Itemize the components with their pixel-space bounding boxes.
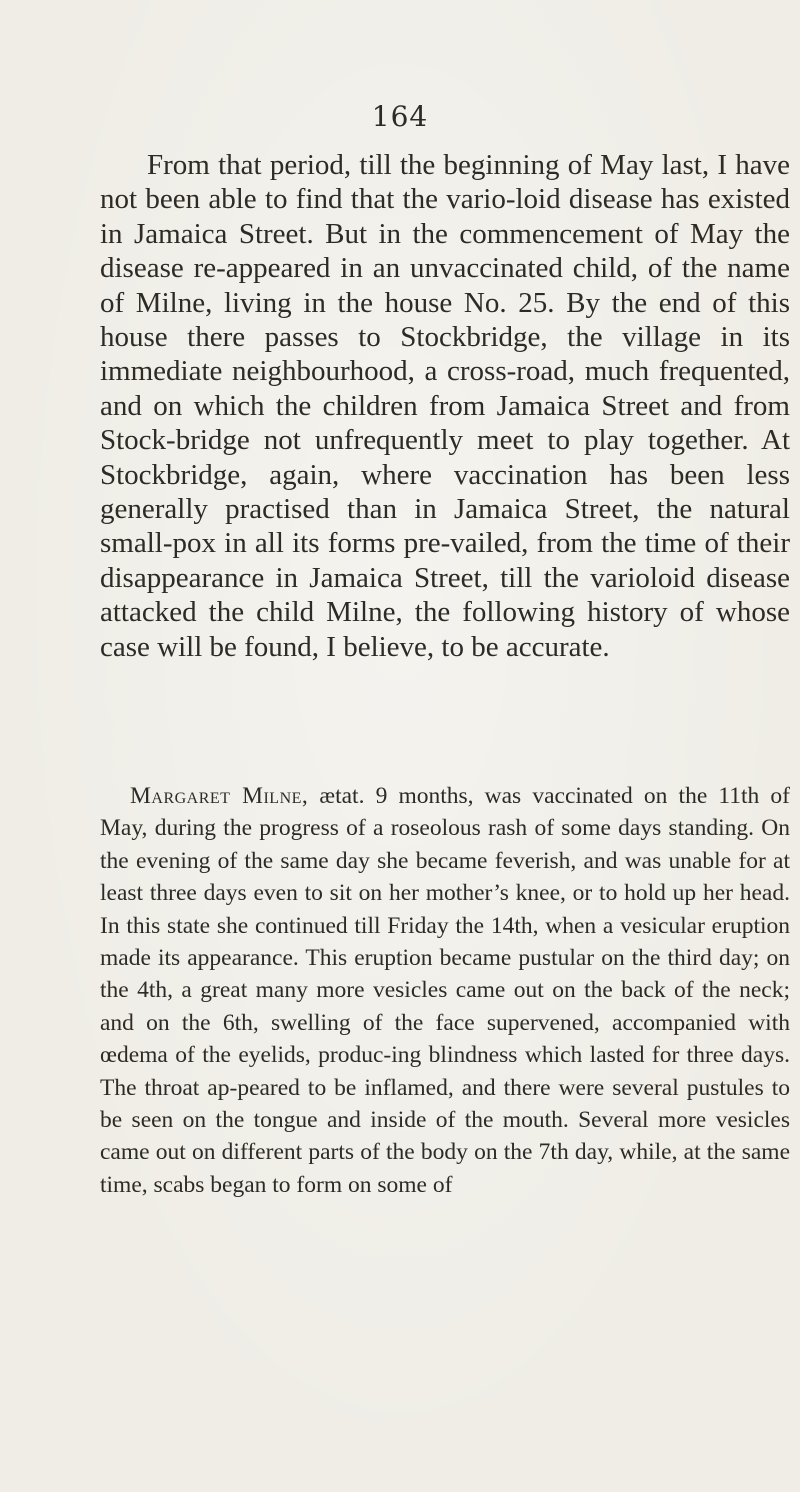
- paragraph-varioloid-history: From that period, till the beginning of May last, I have not been able to find that the vario-loid disease has existed in Jamaica Street. But in the commencement of May the disease re-appeared in an unvaccinated child, of the name of Milne, living in the house No. 25. By the end of this house there passes to Stockbridge, the village in its immediate neighbourhood, a cross-road, much frequented, and on which the children from Jamaica Street and from Stock-bridge not unfrequently meet to play together. At Stockbridge, again, where vaccination has been less generally practised than in Jamaica Street, the natural small-pox in all its forms pre-vailed, from the time of their disappearance in Jamaica Street, till the varioloid disease attacked the child Milne, the following history of whose case will be found, I believe, to be accurate.: [100, 149, 790, 663]
- paragraph-case-report: [100, 780, 790, 1201]
- case-report-text: ætat. 9 months, was vaccinated on the 11th of May, during the progress of a roseolous rash of some days standing. On the evening of the same day she became feverish, and was unable for at least three days even to sit on her mother’s knee, or to hold up her head. In this state she continued till Friday the 14th, when a vesicular eruption made its appearance. This eruption became pustular on the third day; on the 4th, a great many more vesicles came out on the back of the neck; and on the 6th, swelling of the face supervened, accompanied with œdema of the eyelids, produc-ing blindness which lasted for three days. The throat ap-peared to be inflamed, and there were several pustules to be seen on the tongue and inside of the mouth. Several more vesicles came out on different parts of the body on the 7th day, while, at the same time, scabs began to form on some of: [100, 783, 790, 1198]
- page-number: 164: [371, 100, 429, 133]
- patient-name: Margaret Milne,: [130, 783, 309, 809]
